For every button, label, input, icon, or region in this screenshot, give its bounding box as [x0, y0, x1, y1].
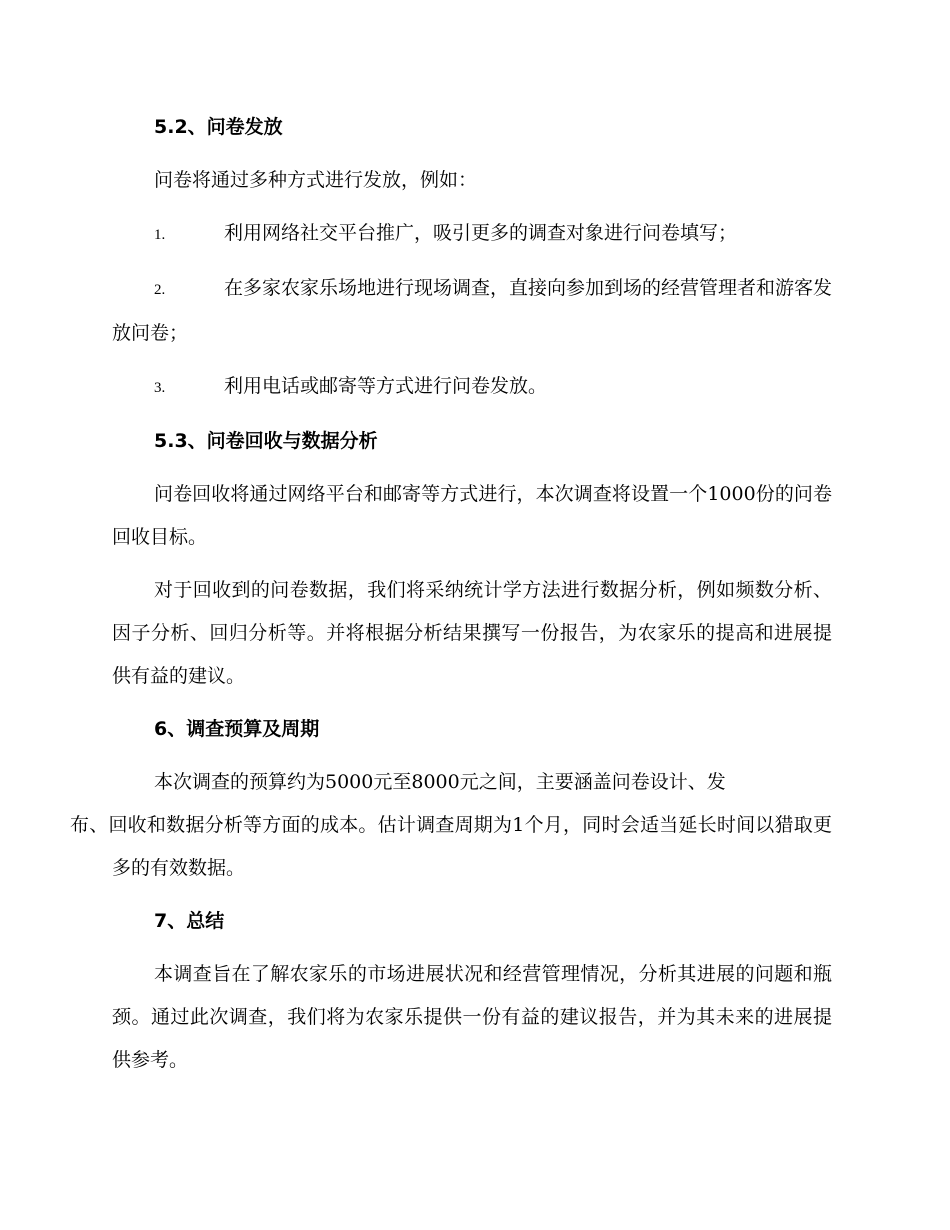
- section-heading-5-2: 5.2、问卷发放: [154, 116, 283, 138]
- list-item-text: 在多家农家乐场地进行现场调查，直接向参加到场的经营管理者和游客发放问卷；: [112, 277, 833, 344]
- list-item: [112, 365, 832, 410]
- budget-line-first: 本次调查的预算约为5000元至8000元之间，主要涵盖问卷设计、发: [154, 771, 726, 793]
- list-item-text: 利用网络社交平台推广，吸引更多的调查对象进行问卷填写；: [224, 222, 738, 244]
- section-heading-5-3: 5.3、问卷回收与数据分析: [154, 430, 378, 452]
- list-number: 2.: [154, 282, 166, 298]
- document-page: [70, 106, 833, 1092]
- paragraph-distribution-intro: 问卷将通过多种方式进行发放，例如：: [154, 169, 478, 191]
- list-item-text: 利用电话或邮寄等方式进行问卷发放。: [224, 375, 548, 397]
- section-heading-7: 7、总结: [154, 910, 225, 932]
- paragraph-summary: 本调查旨在了解农家乐的市场进展状况和经营管理情况，分析其进展的问题和瓶颈。通过此次调查，我们将为农家乐提供一份有益的建议报告，并为其未来的进展提供参考。: [112, 963, 832, 1071]
- list-number: 3.: [154, 380, 166, 396]
- list-number: 1.: [154, 227, 166, 243]
- budget-line-rest: 布、回收和数据分析等方面的成本。估计调查周期为1个月，同时会适当延长时间以猎取更多的有效数据。: [70, 814, 832, 879]
- paragraph-budget-period: [70, 761, 832, 890]
- list-item: [112, 267, 832, 355]
- list-item: [112, 212, 832, 257]
- section-heading-6: 6、调查预算及周期: [154, 718, 320, 740]
- paragraph-data-analysis: 对于回收到的问卷数据，我们将采纳统计学方法进行数据分析，例如频数分析、因子分析、回归分析等。并将根据分析结果撰写一份报告，为农家乐的提高和进展提供有益的建议。: [112, 579, 832, 687]
- paragraph-collection-target: 问卷回收将通过网络平台和邮寄等方式进行，本次调查将设置一个1000份的问卷回收目标。: [112, 483, 832, 548]
